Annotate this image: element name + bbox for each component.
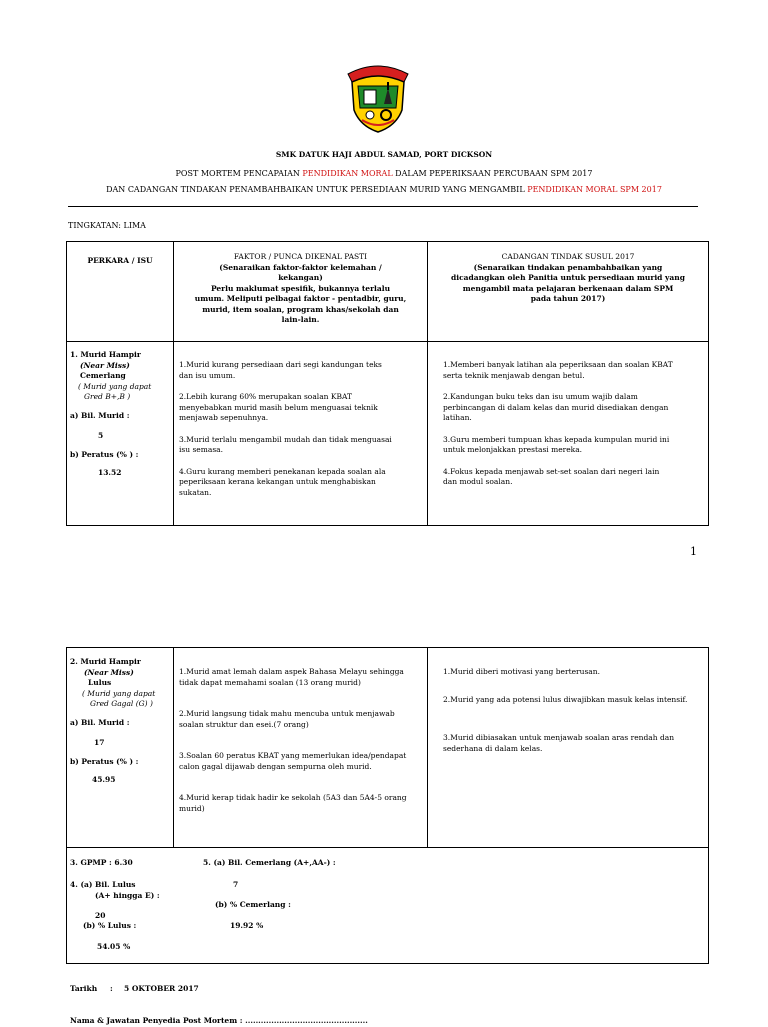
summary-cell	[67, 848, 708, 963]
school-crest	[340, 60, 416, 136]
col-header-faktor-line: lain-lain.	[281, 315, 320, 324]
peratus-value: 13.52	[98, 468, 122, 477]
faktor-list-1	[174, 342, 427, 498]
tingkatan-label: TINGKATAN: LIMA	[68, 221, 146, 230]
isu-cell-1	[67, 342, 173, 479]
title-line-2-text: DAN CADANGAN TINDAKAN PENAMBAHBAIKAN UNTUK PERSEDIAAN MURID YANG MENGAMBIL	[106, 185, 528, 194]
cadangan-line: sederhana di dalam kelas.	[443, 743, 543, 753]
table-post-mortem-1	[66, 241, 709, 526]
faktor-line: 2.Lebih kurang 60% merupakan soalan KBAT	[179, 392, 353, 401]
isu-note: Gred B+,B )	[84, 392, 131, 401]
faktor-list-2	[174, 648, 427, 814]
isu-near-miss-text: (Near Miss)	[80, 360, 130, 370]
col-header-faktor-line: umum. Meliputi pelbagai faktor - pentadbir, guru,	[194, 294, 407, 303]
isu-near-miss	[70, 668, 173, 679]
cadangan-item	[443, 695, 704, 706]
faktor-line: tidak dapat memahami soalan (13 orang murid)	[179, 677, 361, 687]
header-divider	[68, 206, 698, 207]
faktor-item	[179, 709, 423, 730]
col-header-faktor-line: kekangan)	[278, 273, 323, 282]
faktor-item	[179, 667, 423, 688]
faktor-line: 3.Soalan 60 peratus KBAT yang memerlukan idea/pendapat	[179, 751, 407, 760]
bil-murid-value: 17	[94, 738, 105, 747]
faktor-line: calon gagal dijawab dengan sempurna oleh murid.	[179, 761, 372, 771]
cadangan-line: perbincangan di dalam kelas dan murid disediakan dengan	[443, 402, 669, 412]
col-header-cadangan	[428, 242, 708, 305]
faktor-item	[179, 751, 423, 772]
tarikh-label: Tarikh	[70, 984, 98, 993]
faktor-line: 4.Murid kerap tidak hadir ke sekolah (5A3 dan 5A4-5 orang	[179, 793, 407, 802]
col-header-cadangan-line: pada tahun 2017)	[530, 294, 606, 303]
cadangan-line: untuk melonjakkan prestasi mereka.	[443, 445, 583, 454]
faktor-line: 1.Murid amat lemah dalam aspek Bahasa Melayu sehingga	[179, 667, 404, 676]
faktor-line: sukatan.	[179, 487, 212, 497]
faktor-line: menyebabkan murid masih belum menguasai teknik	[179, 402, 378, 412]
bil-murid-value: 5	[98, 431, 104, 440]
faktor-line: 3.Murid terlalu mengambil mudah dan tidak menguasai	[179, 434, 392, 444]
cadangan-line: serta teknik menjawab dengan betul.	[443, 370, 585, 380]
faktor-line: 1.Murid kurang persediaan dari segi kandungan teks	[179, 360, 382, 369]
title-line-2-red: PENDIDIKAN MORAL SPM 2017	[527, 185, 662, 194]
cadangan-item	[443, 360, 704, 381]
faktor-line: dan isu umum.	[179, 370, 236, 380]
title-line-1-red: PENDIDIKAN MORAL	[302, 169, 393, 178]
isu-note: ( Murid yang dapat	[82, 688, 156, 698]
gpmp: 3. GPMP : 6.30	[70, 858, 133, 867]
cadangan-line: 3.Guru memberi tumpuan khas kepada kumpulan murid ini	[443, 434, 670, 444]
faktor-item	[179, 435, 423, 456]
pct-lulus-label: (b) % Lulus :	[83, 921, 137, 930]
col-header-cadangan-line: (Senaraikan tindakan penambahbaikan yang	[473, 262, 663, 272]
col-header-cadangan-line: CADANGAN TINDAK SUSUL 2017	[501, 252, 635, 261]
faktor-line: soalan struktur dan esei.(7 orang)	[179, 719, 309, 729]
cadangan-line: dan modul soalan.	[443, 477, 513, 486]
cadangan-item	[443, 733, 704, 754]
cadangan-item	[443, 667, 704, 678]
col-header-cadangan-line: dicadangkan oleh Panitia untuk persediaan murid yang	[451, 273, 685, 282]
faktor-line: 4.Guru kurang memberi penekanan kepada soalan ala	[179, 466, 386, 476]
col-header-faktor-line: murid, item soalan, program khas/sekolah dan	[202, 304, 399, 314]
cadangan-line: 1.Memberi banyak latihan ala peperiksaan dan soalan KBAT	[443, 360, 673, 369]
cadangan-line: 4.Fokus kepada menjawab set-set soalan dari negeri lain	[443, 466, 660, 476]
page-number: 1	[690, 545, 697, 558]
isu-near-miss-text: (Near Miss)	[84, 667, 134, 677]
title-line-1-text: POST MORTEM PENCAPAIAN	[175, 169, 303, 178]
cadangan-item	[443, 435, 704, 456]
cemerlang-label: 5. (a) Bil. Cemerlang (A+,AA-) :	[203, 858, 336, 867]
faktor-line: murid)	[179, 803, 205, 813]
lulus-label: 4. (a) Bil. Lulus	[70, 880, 136, 889]
cadangan-list-2	[428, 648, 708, 754]
cadangan-item	[443, 392, 704, 424]
peratus-label: b) Peratus (% ) :	[70, 449, 139, 459]
pct-lulus-value: 54.05 %	[97, 942, 131, 951]
school-crest-icon	[340, 60, 416, 136]
isu-title: 1. Murid Hampir	[70, 350, 141, 359]
col-header-perkara: PERKARA / ISU	[87, 256, 153, 265]
faktor-line: 2.Murid langsung tidak mahu mencuba untuk menjawab	[179, 709, 395, 718]
cadangan-line: 1.Murid diberi motivasi yang berterusan.	[443, 667, 600, 676]
pct-cemerlang-label: (b) % Cemerlang :	[215, 900, 291, 909]
cemerlang-value: 7	[233, 880, 239, 889]
school-name: SMK DATUK HAJI ABDUL SAMAD, PORT DICKSON	[275, 150, 493, 159]
title-line-2	[0, 185, 768, 196]
isu-title: 2. Murid Hampir	[70, 657, 141, 666]
col-header-faktor-line: Perlu maklumat spesifik, bukannya terlalu	[210, 283, 391, 293]
isu-near-miss	[70, 361, 173, 372]
isu-note: Gred Gagal (G) )	[90, 699, 153, 708]
bil-murid-label: a) Bil. Murid :	[70, 410, 130, 420]
title-line-1-end: DALAM PEPERIKSAAN PERCUBAAN SPM 2017	[392, 169, 593, 178]
isu-category: Lulus	[88, 678, 112, 687]
faktor-line: menjawab sepenuhnya.	[179, 413, 269, 422]
title-line-1	[0, 169, 768, 180]
col-header-faktor-line: (Senaraikan faktor-faktor kelemahan /	[219, 262, 382, 272]
tarikh-sep: :	[110, 984, 113, 993]
peratus-value: 45.95	[92, 775, 116, 784]
isu-note: ( Murid yang dapat	[78, 381, 152, 391]
col-header-faktor-line: FAKTOR / PUNCA DIKENAL PASTI	[233, 252, 368, 261]
bil-murid-label: a) Bil. Murid :	[70, 717, 130, 727]
faktor-item	[179, 793, 423, 814]
col-header-faktor	[174, 242, 427, 326]
lulus-value: 20	[95, 911, 106, 920]
faktor-line: peperiksaan kerana kekangan untuk menghabiskan	[179, 477, 376, 486]
isu-category: Cemerlang	[80, 371, 126, 380]
tarikh-value: 5 OKTOBER 2017	[124, 984, 199, 993]
cadangan-list-1	[428, 342, 708, 488]
faktor-item	[179, 392, 423, 424]
peratus-label: b) Peratus (% ) :	[70, 756, 139, 766]
isu-cell-2	[67, 648, 173, 786]
faktor-line: isu semasa.	[179, 445, 224, 454]
cadangan-line: 2.Murid yang ada potensi lulus diwajibkan masuk kelas intensif.	[443, 694, 688, 704]
faktor-item	[179, 360, 423, 381]
cadangan-line: 2.Kandungan buku teks dan isu umum wajib dalam	[443, 392, 638, 401]
lulus-range: (A+ hingga E) :	[95, 891, 160, 900]
cadangan-line: 3.Murid dibiasakan untuk menjawab soalan aras rendah dan	[443, 733, 675, 742]
cadangan-item	[443, 467, 704, 488]
pct-cemerlang-value: 19.92 %	[230, 921, 264, 930]
cadangan-line: latihan.	[443, 413, 472, 422]
table-post-mortem-2	[66, 647, 709, 964]
penyedia-line: Nama & Jawatan Penyedia Post Mortem : ...............................................	[70, 1016, 368, 1025]
col-header-cadangan-line: mengambil mata pelajaran berkenaan dalam SPM	[462, 283, 674, 293]
faktor-item	[179, 467, 423, 499]
